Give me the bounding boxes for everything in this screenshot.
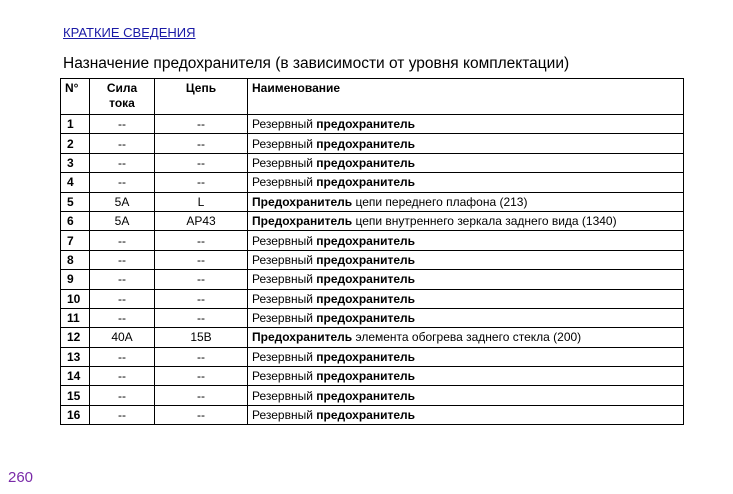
fuse-circuit: -- <box>155 367 248 386</box>
fuse-name-part: предохранитель <box>316 311 416 326</box>
table-row <box>61 328 684 347</box>
table-row <box>61 173 684 192</box>
fuse-name-part: предохранитель <box>316 349 416 364</box>
fuse-name-part: Предохранитель <box>252 330 353 345</box>
col-name: Наименование <box>248 79 684 115</box>
fuse-name-part: предохранитель <box>316 117 416 132</box>
fuse-name-part: предохранитель <box>316 252 416 267</box>
fuse-name-part: предохранитель <box>316 291 416 306</box>
fuse-name <box>248 386 684 405</box>
fuse-name-part: предохранитель <box>316 272 416 287</box>
fuse-circuit: -- <box>155 134 248 153</box>
fuse-circuit: -- <box>155 115 248 134</box>
fuse-number: 6 <box>61 211 90 230</box>
table-row <box>61 115 684 134</box>
fuse-name-part: Резервный <box>252 272 317 287</box>
fuse-number: 5 <box>61 192 90 211</box>
fuse-name <box>248 347 684 366</box>
fuse-amperage: -- <box>90 347 155 366</box>
fuse-name <box>248 289 684 308</box>
fuse-number: 2 <box>61 134 90 153</box>
fuse-number: 10 <box>61 289 90 308</box>
table-row <box>61 134 684 153</box>
table-row <box>61 347 684 366</box>
fuse-circuit: -- <box>155 250 248 269</box>
fuse-amperage: 5A <box>90 192 155 211</box>
fuse-amperage: -- <box>90 153 155 172</box>
fuse-amperage: 5A <box>90 211 155 230</box>
fuse-name-part: Резервный <box>252 136 317 151</box>
fuse-name-part: Предохранитель <box>252 214 353 229</box>
fuse-amperage: -- <box>90 405 155 424</box>
fuse-name-part: Резервный <box>252 155 317 170</box>
fuse-name-part: цепи переднего плафона (213) <box>352 194 528 209</box>
fuse-name-part: Резервный <box>252 388 317 403</box>
fuse-amperage: -- <box>90 386 155 405</box>
fuse-name <box>248 270 684 289</box>
table-row <box>61 250 684 269</box>
fuse-number: 4 <box>61 173 90 192</box>
col-number: N° <box>61 79 90 115</box>
fuse-circuit: 15B <box>155 328 248 347</box>
fuse-name-part: Резервный <box>252 408 317 423</box>
fuse-circuit: -- <box>155 270 248 289</box>
fuse-circuit: -- <box>155 289 248 308</box>
fuse-circuit: -- <box>155 153 248 172</box>
page-title: Назначение предохранителя (в зависимости от уровня комплектации) <box>63 55 570 72</box>
fuse-name-part: Резервный <box>252 291 317 306</box>
fuse-name <box>248 328 684 347</box>
fuse-amperage: -- <box>90 231 155 250</box>
table-row <box>61 289 684 308</box>
fuse-table <box>60 78 684 425</box>
fuse-number: 1 <box>61 115 90 134</box>
fuse-name <box>248 134 684 153</box>
fuse-name <box>248 308 684 327</box>
fuse-number: 15 <box>61 386 90 405</box>
fuse-circuit: -- <box>155 173 248 192</box>
col-circuit: Цепь <box>155 79 248 115</box>
fuse-circuit: AP43 <box>155 211 248 230</box>
section-link[interactable]: КРАТКИЕ СВЕДЕНИЯ <box>63 25 196 40</box>
fuse-name <box>248 173 684 192</box>
fuse-number: 3 <box>61 153 90 172</box>
page-number: 260 <box>8 469 34 486</box>
col-amperage: Сила тока <box>90 79 155 115</box>
fuse-number: 8 <box>61 250 90 269</box>
table-row <box>61 367 684 386</box>
table-row <box>61 231 684 250</box>
fuse-name <box>248 153 684 172</box>
table-row <box>61 308 684 327</box>
fuse-amperage: -- <box>90 289 155 308</box>
fuse-amperage: -- <box>90 250 155 269</box>
fuse-circuit: -- <box>155 347 248 366</box>
fuse-amperage: 40A <box>90 328 155 347</box>
fuse-name <box>248 367 684 386</box>
fuse-name-part: предохранитель <box>316 136 416 151</box>
fuse-name <box>248 115 684 134</box>
fuse-name <box>248 231 684 250</box>
fuse-circuit: -- <box>155 386 248 405</box>
table-row <box>61 386 684 405</box>
fuse-number: 13 <box>61 347 90 366</box>
table-row <box>61 270 684 289</box>
fuse-number: 9 <box>61 270 90 289</box>
fuse-name <box>248 211 684 230</box>
fuse-circuit: -- <box>155 231 248 250</box>
fuse-name-part: предохранитель <box>316 388 416 403</box>
fuse-name-part: Резервный <box>252 117 317 132</box>
table-row <box>61 211 684 230</box>
fuse-name-part: предохранитель <box>316 175 416 190</box>
fuse-number: 14 <box>61 367 90 386</box>
fuse-number: 12 <box>61 328 90 347</box>
fuse-name-part: цепи внутреннего зеркала заднего вида (1340) <box>352 214 617 229</box>
fuse-amperage: -- <box>90 115 155 134</box>
fuse-name-part: Резервный <box>252 233 317 248</box>
fuse-name-part: Резервный <box>252 252 317 267</box>
fuse-circuit: L <box>155 192 248 211</box>
fuse-name <box>248 192 684 211</box>
fuse-name-part: Резервный <box>252 311 317 326</box>
table-row <box>61 405 684 424</box>
fuse-amperage: -- <box>90 270 155 289</box>
fuse-amperage: -- <box>90 308 155 327</box>
fuse-number: 7 <box>61 231 90 250</box>
fuse-name-part: Резервный <box>252 369 317 384</box>
fuse-name-part: предохранитель <box>316 408 416 423</box>
fuse-name-part: Резервный <box>252 175 317 190</box>
fuse-name <box>248 250 684 269</box>
fuse-name-part: предохранитель <box>316 233 416 248</box>
fuse-name-part: предохранитель <box>316 155 416 170</box>
table-row <box>61 153 684 172</box>
fuse-amperage: -- <box>90 173 155 192</box>
fuse-name <box>248 405 684 424</box>
fuse-number: 16 <box>61 405 90 424</box>
fuse-amperage: -- <box>90 134 155 153</box>
fuse-name-part: Предохранитель <box>252 194 353 209</box>
fuse-circuit: -- <box>155 405 248 424</box>
table-row <box>61 192 684 211</box>
fuse-circuit: -- <box>155 308 248 327</box>
fuse-amperage: -- <box>90 367 155 386</box>
fuse-name-part: Резервный <box>252 349 317 364</box>
fuse-number: 11 <box>61 308 90 327</box>
fuse-name-part: элемента обогрева заднего стекла (200) <box>352 330 582 345</box>
table-header <box>61 79 684 115</box>
fuse-name-part: предохранитель <box>316 369 416 384</box>
